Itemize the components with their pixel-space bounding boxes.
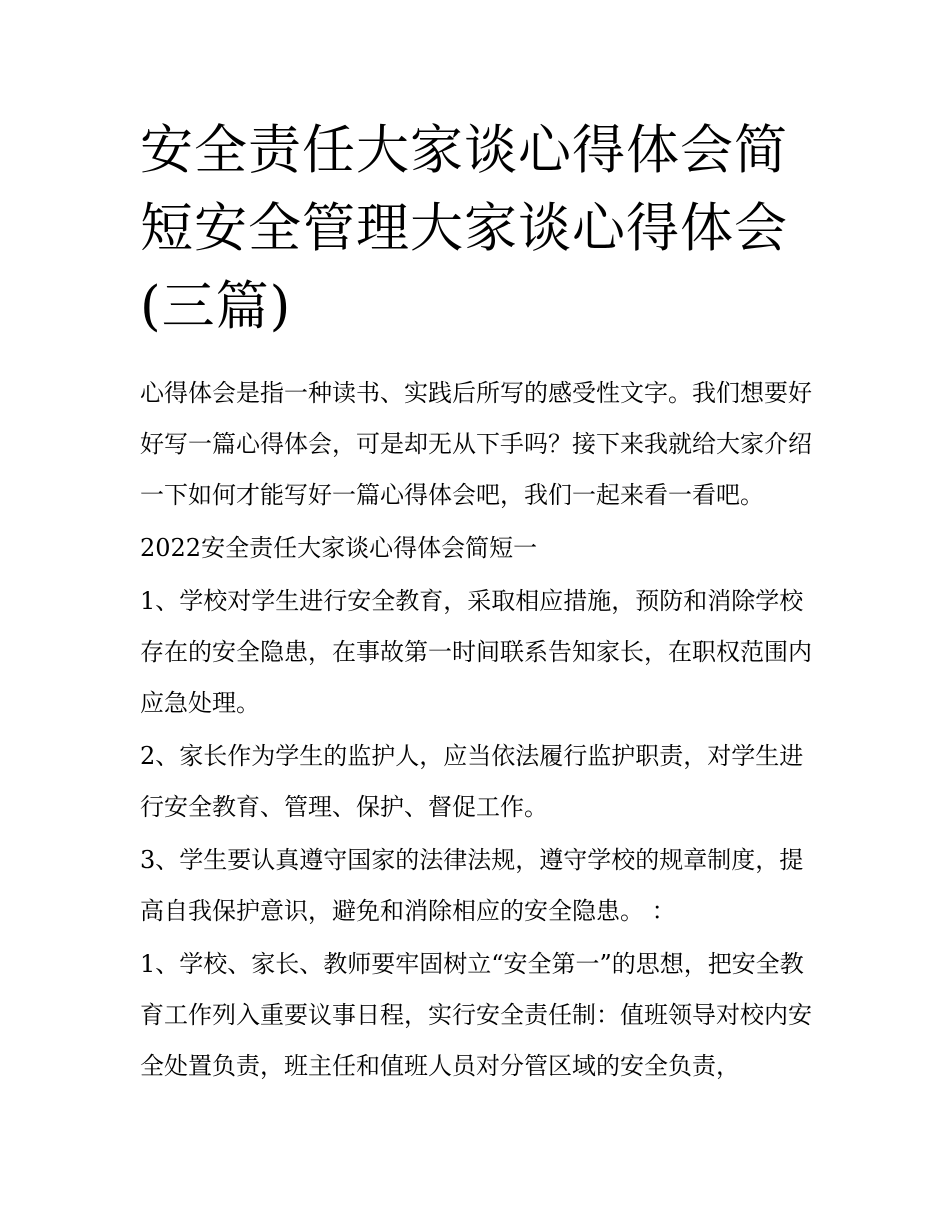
list-item: 1、学校对学生进行安全教育，采取相应措施，预防和消除学校存在的安全隐患，在事故第一时间联系告知家长，在职权范围内应急处理。	[140, 587, 812, 717]
section-heading: 2022安全责任大家谈心得体会简短一	[140, 534, 538, 562]
list-item: 1、学校、家长、教师要牢固树立“安全第一”的思想，把安全教育工作列入重要议事日程，实行安全责任制：值班领导对校内安全处置负责，班主任和值班人员对分管区域的安全负责，	[140, 950, 812, 1080]
list-item: 2、家长作为学生的监护人，应当依法履行监护职责，对学生进行安全教育、管理、保护、督促工作。	[140, 742, 804, 821]
document-page	[140, 112, 820, 1094]
document-body	[140, 368, 820, 1092]
list-item: 3、学生要认真遵守国家的法律法规，遵守学校的规章制度，提高自我保护意识，避免和消除相应的安全隐患。 ：	[140, 846, 804, 925]
document-title: 安全责任大家谈心得体会简短安全管理大家谈心得体会(三篇)	[140, 120, 788, 337]
intro-paragraph: 心得体会是指一种读书、实践后所写的感受性文字。我们想要好好写一篇心得体会，可是却无从下手吗？接下来我就给大家介绍一下如何才能写好一篇心得体会吧，我们一起来看一看吧。	[140, 379, 812, 509]
